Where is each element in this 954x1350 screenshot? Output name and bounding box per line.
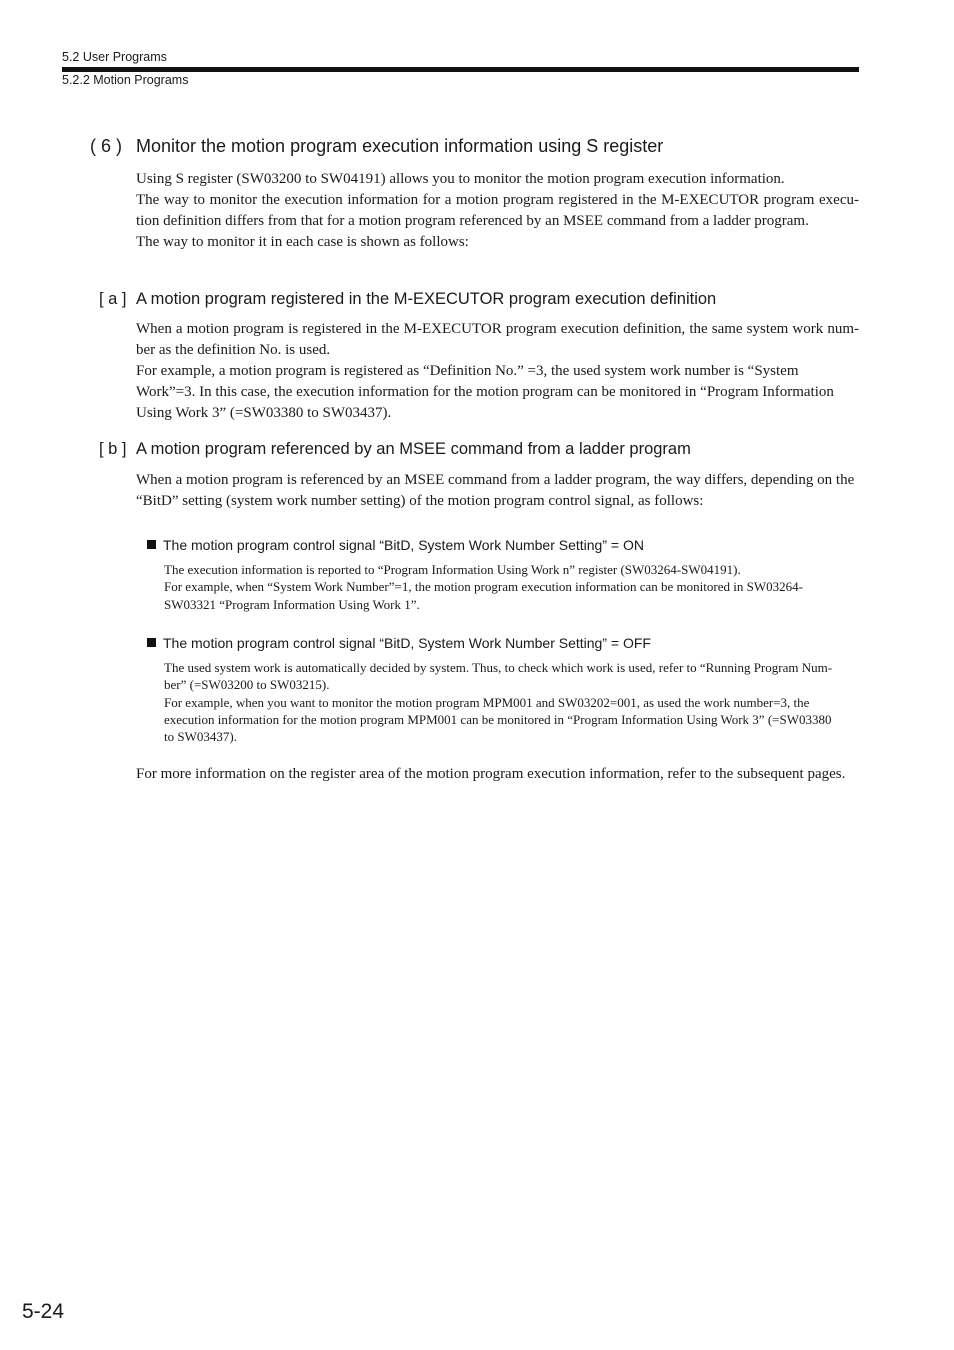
header-rule [62, 67, 859, 72]
subsection-a-heading [99, 290, 716, 309]
bullet-on-heading [147, 537, 644, 553]
body-line: For example, when you want to monitor the motion program MPM001 and SW03202=001, as used the work number=3, the [164, 694, 810, 710]
bullet-off-body [164, 659, 859, 745]
page-number: 5-24 [22, 1300, 65, 1323]
bullet-off-heading [147, 635, 651, 651]
bullet-on-title: The motion program control signal “BitD, System Work Number Setting” = ON [163, 537, 644, 553]
body-line: ber” (=SW03200 to SW03215). [164, 677, 330, 693]
paragraph-line: When a motion program is registered in the M-EXECUTOR program execution definition, the same system work num- [136, 321, 859, 337]
section-number: ( 6 ) [90, 136, 123, 156]
paragraph-line: The way to monitor the execution information for a motion program registered in the M-EXECUTOR program execu- [136, 192, 859, 208]
bullet-square-icon [147, 540, 156, 549]
subsection-b-title: A motion program referenced by an MSEE command from a ladder program [136, 440, 691, 458]
subsection-b-paragraph [136, 470, 859, 512]
section-title: Monitor the motion program execution information using S register [136, 136, 664, 156]
subsection-a-paragraph [136, 319, 859, 424]
paragraph-line: The way to monitor it in each case is shown as follows: [136, 234, 469, 250]
paragraph-line: For more information on the register area of the motion program execution information, refer to the subsequent pages. [136, 766, 846, 782]
subsection-a-tag: [ a ] [99, 290, 127, 308]
bullet-square-icon [147, 638, 156, 647]
paragraph-line: Using Work 3” (=SW03380 to SW03437). [136, 405, 392, 421]
running-header-subsection: 5.2.2 Motion Programs [62, 73, 189, 87]
paragraph-line: When a motion program is referenced by an MSEE command from a ladder program, the way differs, depending on the [136, 472, 855, 488]
body-line: execution information for the motion program MPM001 can be monitored in “Program Information Using Work 3” (=SW03380 [164, 711, 832, 727]
body-line: For example, when “System Work Number”=1, the motion program execution information can be monitored in SW03264- [164, 579, 803, 595]
paragraph-line: Using S register (SW03200 to SW04191) allows you to monitor the motion program execution information. [136, 171, 785, 187]
footer-note [136, 764, 859, 785]
section-intro-paragraph [136, 169, 859, 253]
paragraph-line: tion definition differs from that for a motion program referenced by an MSEE command from a ladder program. [136, 213, 809, 229]
subsection-b-tag: [ b ] [99, 440, 127, 458]
section-heading [90, 136, 663, 157]
body-line: The used system work is automatically decided by system. Thus, to check which work is used, refer to “Running Program Num- [164, 660, 833, 675]
body-line: The execution information is reported to “Program Information Using Work n” register (SW03264-SW04191). [164, 562, 741, 577]
paragraph-line: Work”=3. In this case, the execution information for the motion program can be monitored in “Program Information [136, 384, 834, 400]
bullet-on-body [164, 561, 859, 613]
running-header-section: 5.2 User Programs [62, 50, 167, 64]
subsection-a-title: A motion program registered in the M-EXECUTOR program execution definition [136, 290, 717, 308]
paragraph-line: ber as the definition No. is used. [136, 342, 331, 358]
body-line: SW03321 “Program Information Using Work 1”. [164, 596, 420, 612]
paragraph-line: “BitD” setting (system work number setting) of the motion program control signal, as follows: [136, 493, 704, 509]
paragraph-line: For example, a motion program is registered as “Definition No.” =3, the used system work number is “System [136, 363, 799, 379]
bullet-off-title: The motion program control signal “BitD, System Work Number Setting” = OFF [163, 635, 651, 651]
subsection-b-heading [99, 440, 691, 459]
body-line: to SW03437). [164, 729, 237, 745]
